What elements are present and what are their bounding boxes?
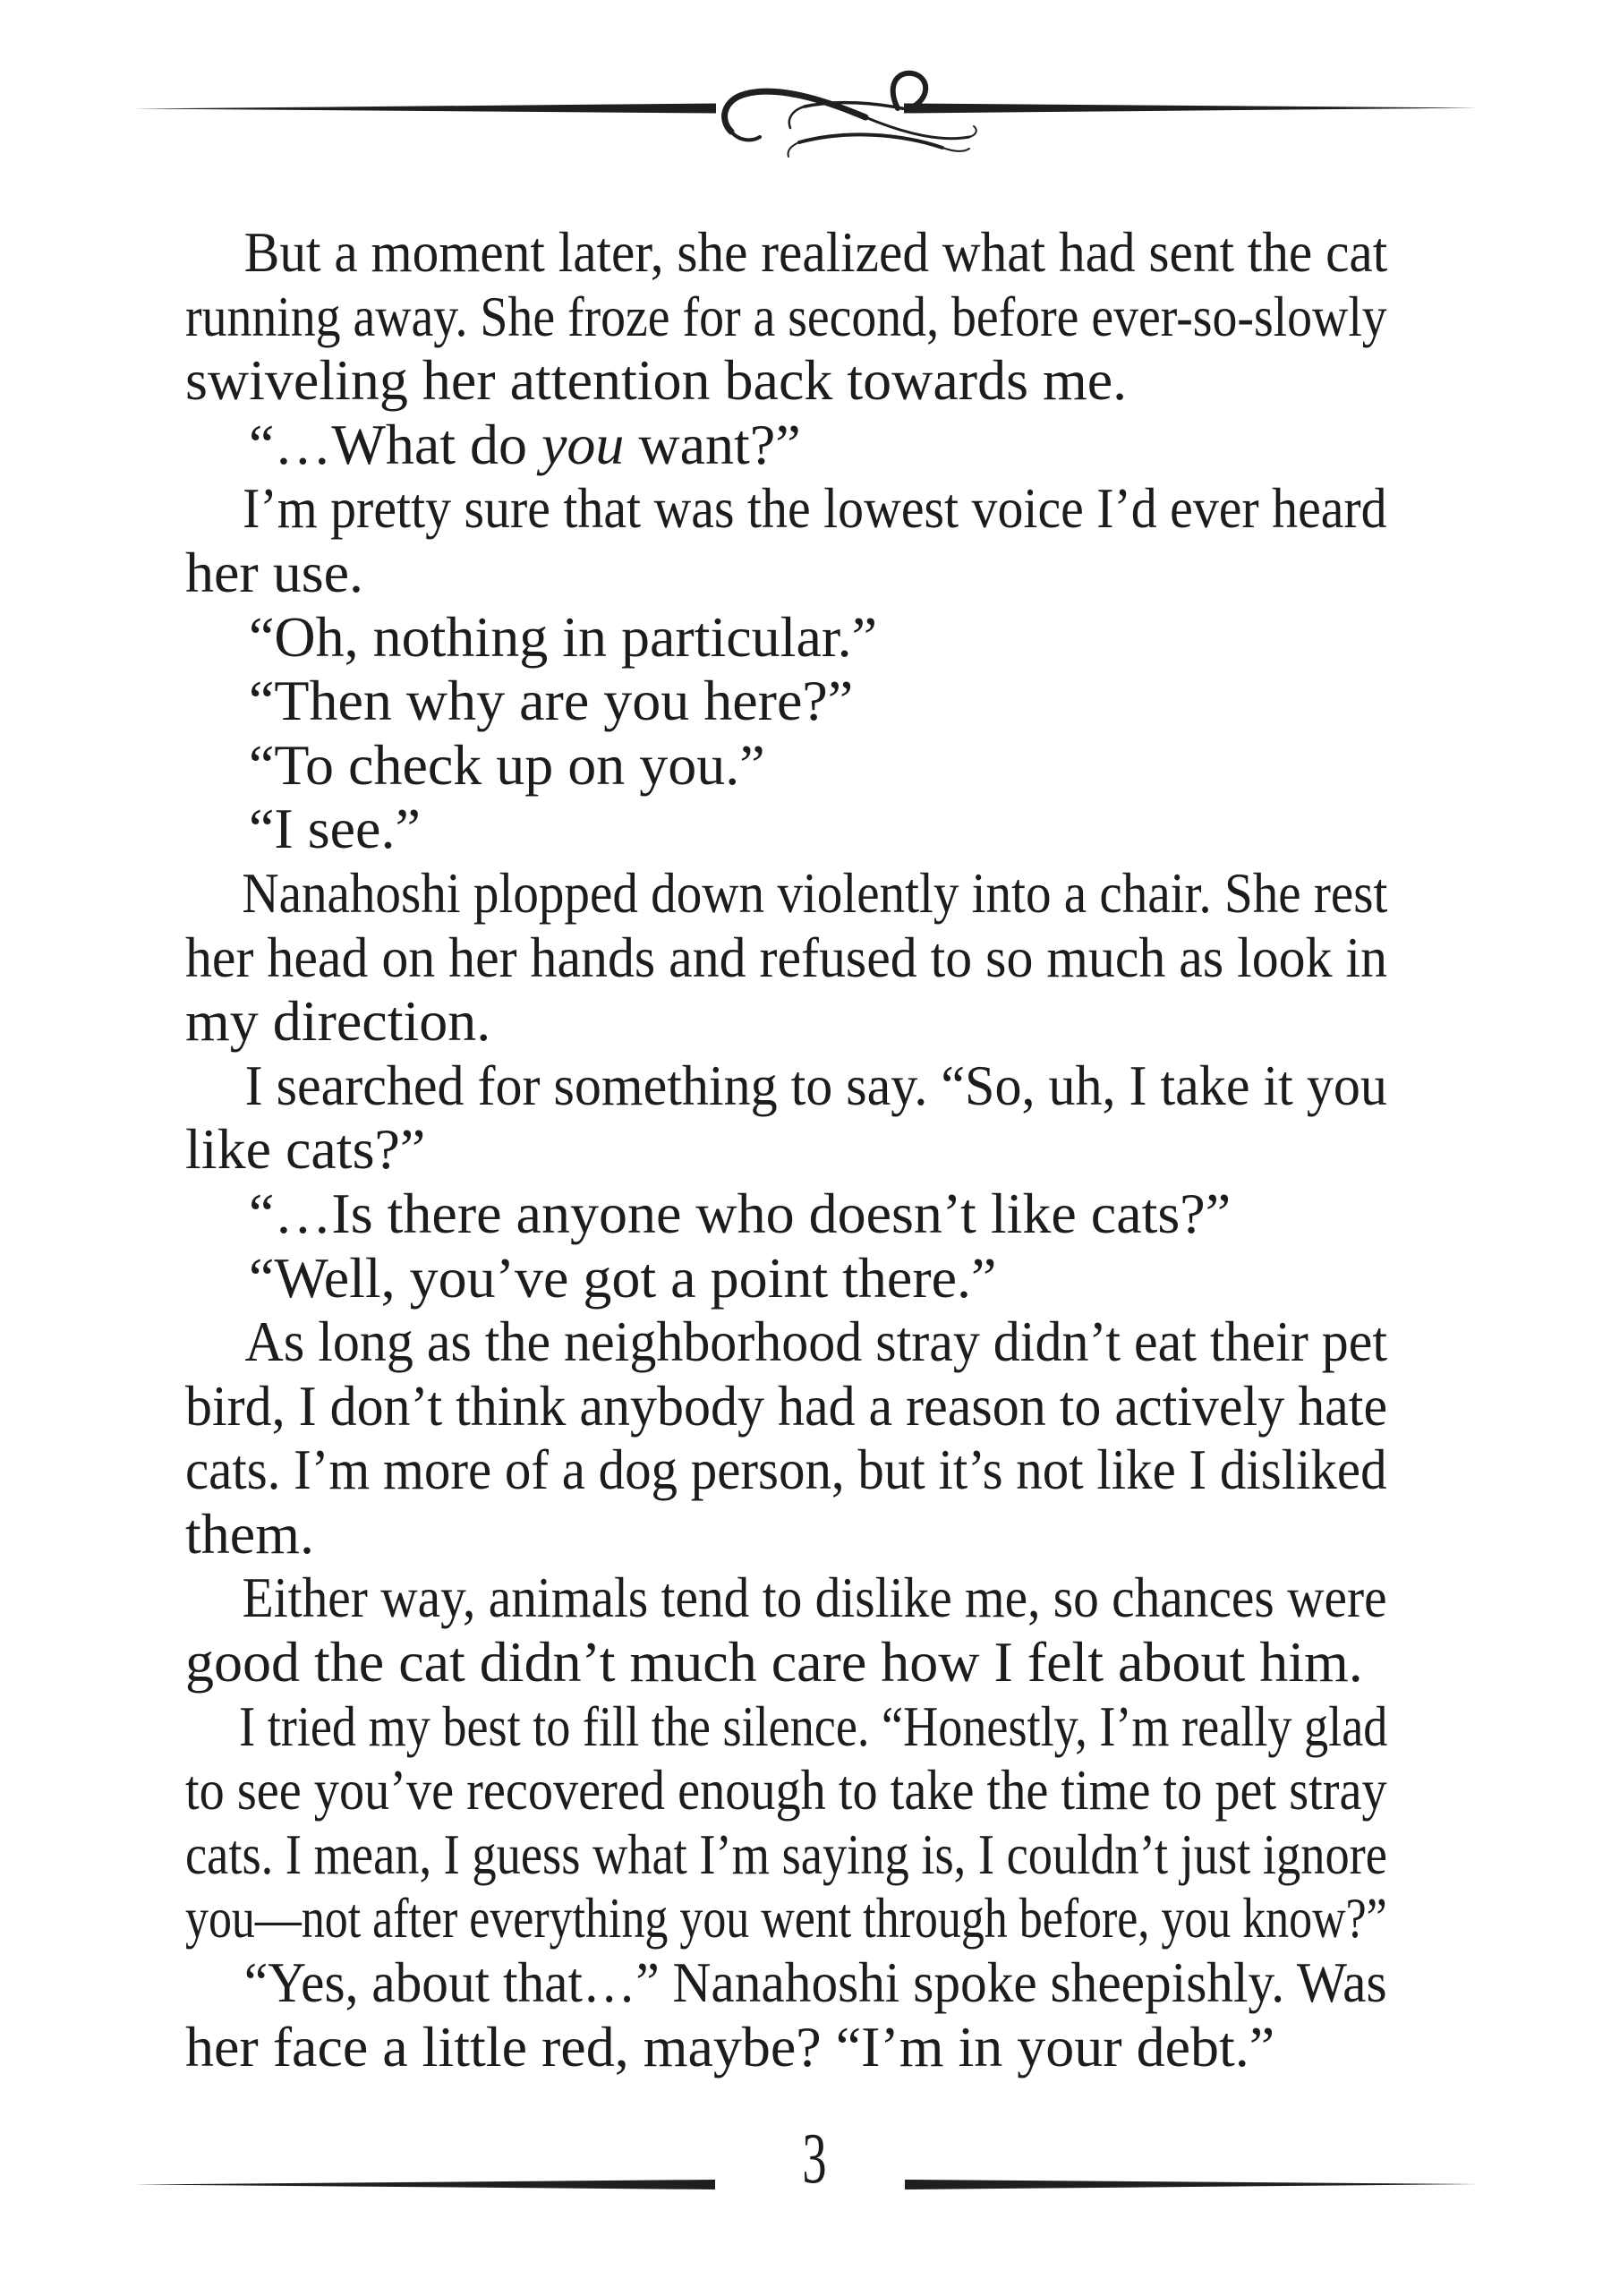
text-segment: my direction. [185, 989, 491, 1054]
text-segment: Nanahoshi plopped down violently into a chair. She rest [242, 860, 1388, 925]
text-segment: cats. I’m more of a dog person, but it’s not like I disliked [185, 1438, 1387, 1502]
text-segment: “To check up on you.” [249, 732, 765, 797]
page-text [185, 220, 1387, 2078]
text-line [185, 413, 1387, 477]
text-line [185, 1886, 1387, 1950]
text-line [185, 1373, 1388, 1438]
text-line [185, 860, 1388, 926]
text-line [185, 1694, 1388, 1759]
text-segment: running away. She froze for a second, before ever-so-slowly [185, 284, 1387, 348]
text-segment: you—not after everything you went through before, you know?” [185, 1886, 1387, 1950]
text-segment: Either way, animals tend to dislike me, so chances were [242, 1566, 1387, 1630]
text-line [185, 925, 1388, 990]
text-segment: her use. [185, 540, 364, 604]
text-segment: As long as the neighborhood stray didn’t eat their pet [244, 1310, 1388, 1374]
page-number: 3 [802, 2120, 827, 2198]
text-line [185, 1438, 1387, 1502]
text-segment: her face a little red, maybe? “I’m in your debt.” [185, 2014, 1275, 2078]
text-line [185, 1758, 1387, 1822]
text-line [185, 669, 1387, 733]
text-segment: I searched for something to say. “So, uh, I take it you [244, 1053, 1387, 1117]
text-segment: “…What do [249, 412, 541, 476]
text-line [185, 1630, 1387, 1694]
text-segment: I tried my best to fill the silence. “Honestly, I’m really glad [239, 1694, 1388, 1758]
footer-rule-left [134, 2180, 715, 2189]
text-line [185, 1950, 1387, 2015]
flourish-icon [725, 73, 976, 157]
text-line [185, 1053, 1387, 1118]
header-divider [134, 67, 1482, 166]
text-segment: I’m pretty sure that was the lowest voice I’d ever heard [243, 476, 1387, 541]
text-segment: swiveling her attention back towards me. [185, 348, 1128, 413]
text-line [185, 220, 1388, 285]
text-segment: “Then why are you here?” [249, 669, 854, 733]
text-segment: good the cat didn’t much care how I felt about him. [185, 1630, 1363, 1694]
header-rule-left [134, 104, 716, 114]
text-line [185, 2015, 1387, 2079]
text-line [185, 1566, 1387, 1630]
text-line [185, 1502, 1387, 1566]
text-segment: her head on her hands and refused to so much as look in [185, 925, 1388, 989]
text-line [185, 1182, 1387, 1246]
text-line [185, 284, 1387, 349]
text-segment: “Yes, about that…” Nanahoshi spoke sheepishly. Was [243, 1950, 1387, 2015]
text-line [185, 541, 1387, 605]
text-line [185, 733, 1387, 798]
text-segment: “…Is there anyone who doesn’t like cats?” [249, 1181, 1232, 1245]
text-segment: them. [185, 1501, 314, 1566]
footer-rule-right [905, 2180, 1482, 2189]
text-line [185, 1310, 1388, 1374]
text-line [185, 1246, 1387, 1310]
text-segment: “Oh, nothing in particular.” [249, 604, 878, 669]
text-segment: like cats?” [185, 1117, 426, 1182]
header-rule-right [904, 104, 1482, 114]
text-line [185, 797, 1387, 861]
text-line [185, 605, 1387, 670]
text-line [185, 1822, 1387, 1887]
text-segment: to see you’ve recovered enough to take the time to pet stray [185, 1758, 1387, 1822]
text-line [185, 989, 1387, 1054]
text-segment: want?” [624, 412, 801, 476]
italic-text: you [541, 412, 625, 476]
text-line [185, 476, 1387, 541]
text-segment: “I see.” [249, 797, 421, 861]
text-segment: “Well, you’ve got a point there.” [249, 1245, 997, 1310]
text-segment: bird, I don’t think anybody had a reason to actively hate [185, 1373, 1388, 1438]
text-line [185, 1117, 1387, 1182]
text-line [185, 348, 1387, 413]
text-segment: But a moment later, she realized what had sent the cat [243, 220, 1388, 284]
text-segment: cats. I mean, I guess what I’m saying is, I couldn’t just ignore [185, 1822, 1387, 1886]
